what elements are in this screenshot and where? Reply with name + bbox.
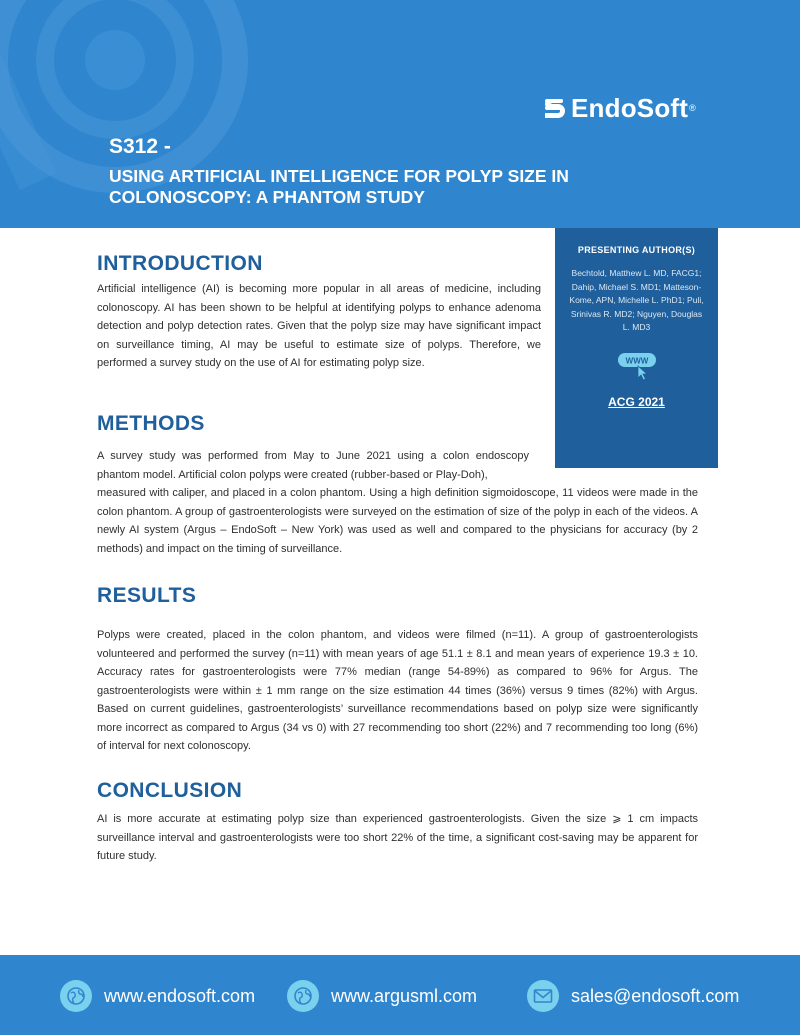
footer-link-label: www.endosoft.com [104, 985, 256, 1006]
introduction-text: Artificial intelligence (AI) is becoming more popular in all areas of medicine, including colonoscopy. AI has been shown to be helpful at identifying polyps to enhance adenoma detection and polyp detection rates. Given that the polyp size may have significant impact on surveillance timing, AI may be useful to estimate size of polyps. Therefore, we performed a survey study on the use of AI for estimating polyp size. [97, 283, 541, 369]
authors-list: Bechtold, Matthew L. MD, FACG1; Dahip, Michael S. MD1; Matteson-Kome, APN, Michelle L. PhD1; Puli, Srinivas R. MD2; Nguyen, Douglas L. MD3 [569, 268, 704, 332]
conclusion-heading: CONCLUSION [97, 779, 243, 802]
methods-heading: METHODS [97, 412, 205, 435]
registered-mark: ® [689, 103, 696, 113]
footer-link-email[interactable] [527, 980, 739, 1012]
globe-icon [60, 980, 92, 1012]
session-code: S312 - [109, 135, 171, 158]
www-icon-text: WWW [625, 356, 648, 365]
results-text: Polyps were created, placed in the colon phantom, and videos were filmed (n=11). A group of gastroenterologists volunteered and performed the survey (n=11) with mean years of age 51.1 ± 8.1 and mean years of experience 19.3 ± 10. Accuracy rates for gastroenterologists were 77% median (range 54-89%) as compared to 96% for Argus. The gastroenterologists were within ± 1 mm range on the size estimation 44 times (36%) versus 9 times (82%) with Argus. Based on current guidelines, gastroenterologists’ surveillance recommendations based on polyp size were significantly more incorrect as compared to Argus (34 vs 0) with 27 recommending too short (22%) and 7 recommending too long (6%) of interval for next colonoscopy. [97, 629, 698, 752]
logo-wordmark: EndoSoft [571, 92, 689, 123]
presenting-authors-panel [555, 228, 718, 468]
envelope-icon [527, 980, 559, 1012]
methods-text-part1: A survey study was performed from May to June 2021 using a colon endoscopy phantom model. Artificial colon polyps were created (rubber-based or Play-Doh), [97, 450, 529, 481]
footer-link-endosoft[interactable] [60, 980, 255, 1012]
poster-title: USING ARTIFICIAL INTELLIGENCE FOR POLYP SIZE IN COLONOSCOPY: A PHANTOM STUDY [109, 166, 569, 207]
authors-heading: PRESENTING AUTHOR(S) [577, 245, 696, 255]
header-banner [0, 0, 800, 228]
conference-link[interactable]: ACG 2021 [608, 394, 665, 409]
www-icon[interactable] [616, 351, 658, 381]
footer-bar [0, 955, 800, 1035]
conclusion-text: AI is more accurate at estimating polyp size than experienced gastroenterologists. Given the size ⩾ 1 cm impacts surveillance interval and gastroenterologists were too short 22% of the time, a significant cost-saving may be apparent for future study. [97, 813, 698, 862]
introduction-heading: INTRODUCTION [97, 252, 263, 275]
footer-link-label: sales@endosoft.com [571, 985, 740, 1006]
methods-text-part2: measured with caliper, and placed in a colon phantom. Using a high definition sigmoidoscope, 11 videos were made in the colon phantom. A group of gastroenterologists were surveyed on the estimation of size of the polyp in each of the videos. A newly AI system (Argus – EndoSoft – New York) was used as well and compared to the physicians for accuracy (by 2 methods) and impact on the timing of surveillance. [97, 487, 698, 555]
results-heading: RESULTS [97, 584, 197, 607]
endosoft-logo[interactable] [541, 92, 696, 124]
footer-link-argus[interactable] [287, 980, 477, 1012]
endosoft-s-logo-icon [541, 95, 567, 121]
footer-link-label: www.argusml.com [331, 985, 478, 1006]
globe-icon [287, 980, 319, 1012]
